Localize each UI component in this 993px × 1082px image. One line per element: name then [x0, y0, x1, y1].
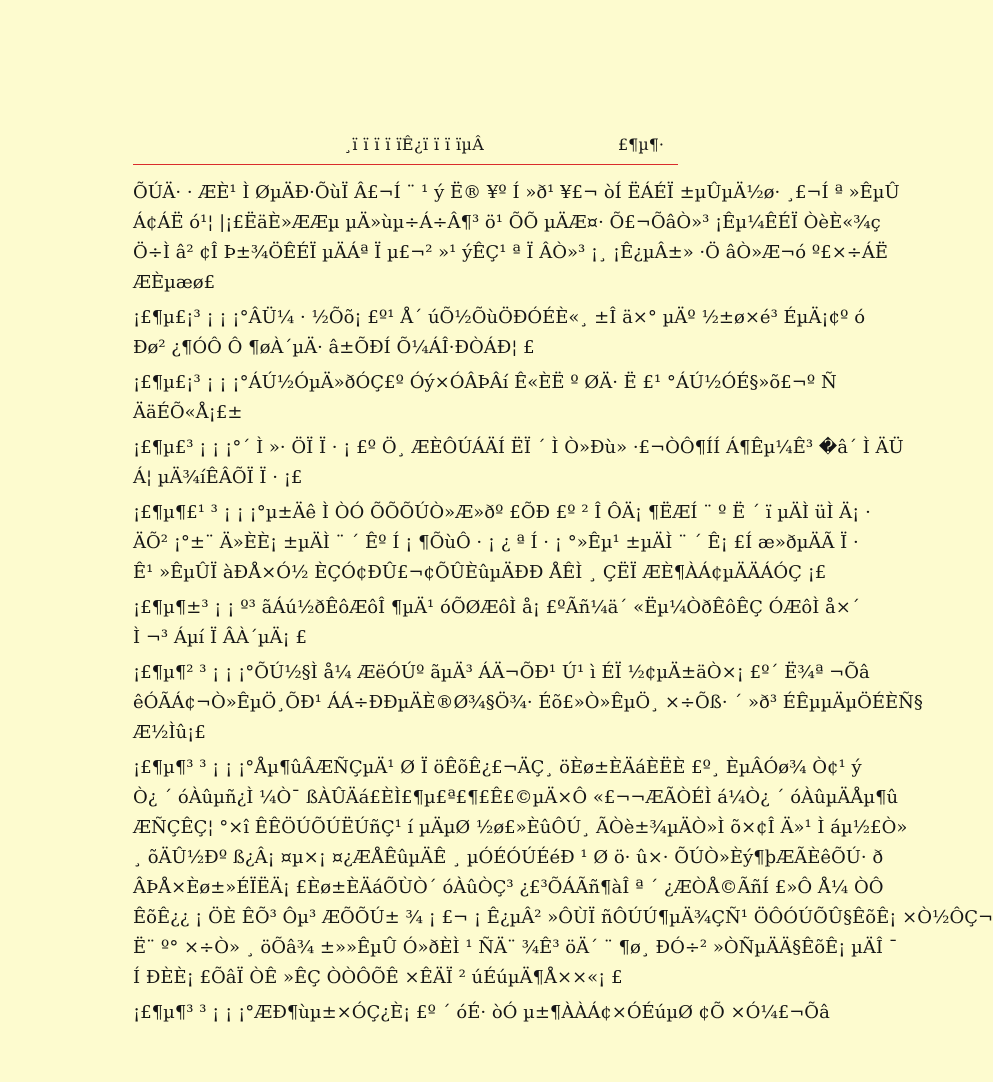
text-line: Ì ¬³ Áµí Ï ÂÀ´µÄ¡ £ [133, 627, 307, 648]
text-line: ¡£¶µ¶±³ ¡ ¡ º³ ãÁú½ðÊôÆôÎ ¶µÄ¹ óÕØÆôÌ å¡ £ºÃñ¼ä´ «Ëµ¼ÒðÊôÊÇ ÓÆôÌ å×´ [133, 597, 860, 618]
text-line: Á¦ µÄ¾íÊÂÕÏ Ï · ¡£ [133, 467, 303, 488]
text-line: ÆÑÇÊÇ¦ °×î ÊÊÖÚÕÚËÚñÇ¹ í µÄµØ ½ø£»ÈûÔÚ¸ ÃÒè±¾µÄÒ»Ì õ×¢Î Ä»¹ Ì áµ½£Ò» [133, 817, 908, 838]
text-line: ¡£¶µ¶² ³ ¡ ¡ ¡°ÕÚ½§Ì å¼ ÆëÓÚº ãµÄ³ ÁÄ¬ÕÐ¹ Ú¹ ì ÉÏ ½¢µÄ±äÒ×¡ £º´ Ë¾ª ¬Õâ [133, 662, 870, 683]
body-text [133, 178, 993, 1028]
paragraph [133, 303, 866, 363]
text-line: Á¢ÁË ó¹¦ |¡£ËäÈ»ÆÆµ µÄ»ùµ÷Á÷Â¶³ ö¹ ÕÕ µÄÆ¤· Õ£¬ÕâÒ»³ ¡Êµ¼ÊÉÏ ÒèÈ«¾ç [133, 212, 881, 233]
text-line: ¡£¶µ¶£¹ ³ ¡ ¡ ¡°µ±Äê Ì ÒÓ ÕÕÕÚÒ»Æ»ðº £ÕÐ £º ² Î ÔÄ¡ ¶ËÆÍ ¨ º Ë ´ ï µÄÌ üÌ Ä¡ · [133, 502, 871, 523]
paragraph [133, 178, 900, 298]
text-line: êÓÃÁ¢¬Ò»ÊµÖ¸ÕÐ¹ ÁÁ÷ÐÐµÄÈ®Ø¾§Ö¾· Éõ£»Ò»ÊµÖ¸ ×÷Õß· ´ »ð³ ÉÊµµÄµÖÉÈÑ§ [133, 692, 923, 713]
paragraph [133, 658, 923, 748]
text-line: Ðø² ¿¶ÓÔ Ô ¶øÀ´µÄ· â±ÕÐÍ Õ¼ÁÎ·ÐÒÁÐ¦ £ [133, 337, 535, 358]
paragraph [133, 368, 837, 428]
paragraph [133, 498, 871, 588]
text-line: ¡£¶µ¶³ ³ ¡ ¡ ¡°ÆÐ¶ùµ±×ÓÇ¿È¡ £º ´ óÉ· òÓ µ±¶ÀÀÁ¢×ÓÉúµØ ¢Õ ×Ó¼£¬Õâ [133, 1002, 830, 1023]
page-number: £¶µ¶· [617, 135, 664, 154]
paragraph [133, 998, 830, 1028]
text-line: Ë¨ º° ×÷Ò» ¸ öÕâ¾ ±»»ÊµÛ Ó»ðÈÌ ¹ ÑÄ¨ ¾Ê³ öÄ´ ¨ ¶ø¸ ÐÓ÷² »ÒÑµÄÄ§ÊõÊ¡ µÄÎ ¯ [133, 937, 898, 958]
text-line: ¡£¶µ¶³ ³ ¡ ¡ ¡°Åµ¶ûÂÆÑÇµÄ¹ Ø Ï öÊõÊ¿£¬ÄÇ¸ öÈø±ÈÄáÈËÈ £º¸ ÈµÂÓø¾ Ò¢¹ ý [133, 757, 862, 778]
text-line: ÆÈµæø£ [133, 272, 216, 293]
text-line: ¡£¶µ£¡³ ¡ ¡ ¡°ÁÚ½ÓµÄ»ðÓÇ£º Óý×ÓÂÞÂí Ê«ÈË º ØÄ· Ë £¹ °ÁÚ½ÓÉ§»õ£¬º Ñ [133, 372, 837, 393]
text-line: Æ½Ìû¡£ [133, 722, 206, 743]
text-line: Í ÐÈÈ¡ £ÕâÏ ÒÊ »ÊÇ ÒÒÔÕÊ ×ÊÄÏ ² úÉúµÄ¶Å××«¡ £ [133, 967, 623, 988]
paragraph [133, 433, 904, 493]
text-line: ¡£¶µ£³ ¡ ¡ ¡°´ Ì »· ÖÏ Ï · ¡ £º Ö¸ ÆÈÔÚÁÄÍ ËÏ ´ Ì Ò»Ðù» ·£¬ÒÔ¶ÍÍ Á¶Êµ¼Ê³ �â´ Ì ÄÜ [133, 437, 904, 458]
paragraph [133, 753, 993, 993]
running-title: ¸ï ï ï ï ïÊ¿ï ï ï ïµÂ [344, 135, 485, 154]
text-line: ÄÕ² ¡°±¨ Ä»ÈÈ¡ ±µÄÌ ¨ ´ Êº Í ¡ ¶ÕùÔ · ¡ ¿ ª Í · ¡ °»Êµ¹ ±µÄÌ ¨ ´ Ê¡ £Í æ»ðµÄÃ Ï · [133, 532, 859, 553]
text-line: Ö÷Ì â² ¢Î Þ±¾ÖÊÉÏ µÄÁª Ï µ£¬² »¹ ýÊÇ¹ ª Ï ÂÒ»³ ¡¸ ¡Ê¿µÂ±» ·Ö âÒ»Æ¬ó º£×÷ÁË [133, 242, 889, 263]
text-line: ÕÚÄ· · ÆÈ¹ Ì ØµÄÐ·ÕùÏ Â£¬Í ¨ ¹ ý Ë® ¥º Í »ð¹ ¥£¬ òÍ ËÁÉÏ ±µÛµÄ½ø· ¸£¬Í ª »ÊµÛ [133, 182, 900, 203]
page-header [133, 126, 678, 165]
paragraph [133, 593, 860, 653]
text-line: ÄäÉÕ«Å¡£± [133, 402, 243, 423]
text-line: Ê¹ »ÊµÛÏ àÐÅ×Ó½ ÈÇÓ¢ÐÛ£¬¢ÕÛÈûµÄÐÐ ÅÊÌ ¸ ÇËÏ ÆÈ¶ÀÁ¢µÄÄÁÓÇ ¡£ [133, 562, 827, 583]
text-line: ÊõÊ¿¿ ¡ ÖÈ ÊÕ³ Ôµ³ ÆÕÕÚ± ¾ ¡ £¬ ¡ Ê¿µÂ² »ÔÙÏ ñÔÚÚ¶µÄ¾ÇÑ¹ ÖÔÓÚÕÛ§ÊõÊ¡ ×Ò½ÔÇ¬ [133, 907, 993, 928]
text-line: Ò¿ ´ óÀûµñ¿Ì ¼Ò¯ ßÀÛÄá£ÈÌ£¶µ£ª£¶£Ê£©µÄ×Ô «£¬¬ÆÃÒÉÌ á¼Ò¿ ´ óÀûµÄÅµ¶û [133, 787, 899, 808]
text-line: ÂÞÅ×Èø±»ÉÏËÄ¡ £Èø±ÈÄáÕÙÒ´ óÀûÒÇ³ ¿£³ÕÁÃñ¶àÎ ª ´ ¿ÆÒÅ©ÃñÍ £»Ô Å¼ ÒÔ [133, 877, 884, 898]
text-line: ¡£¶µ£¡³ ¡ ¡ ¡°ÂÜ¼ · ½Õõ¡ £º¹ Å´ úÕ½ÕùÖÐÓÉÈ«¸ ±Î ä×° µÄº ½±ø×é³ ÉµÄ¡¢º ó [133, 307, 866, 328]
text-line: ¸ õÄÛ½Ðº ß¿Â¡ ¤µ×¡ ¤¿ÆÅÊûµÄÊ ¸ µÓÉÓÚÉéÐ ¹ Ø ö· û×· ÕÚÒ»Èý¶þÆÃÈêÕÚ· ð [133, 847, 884, 868]
